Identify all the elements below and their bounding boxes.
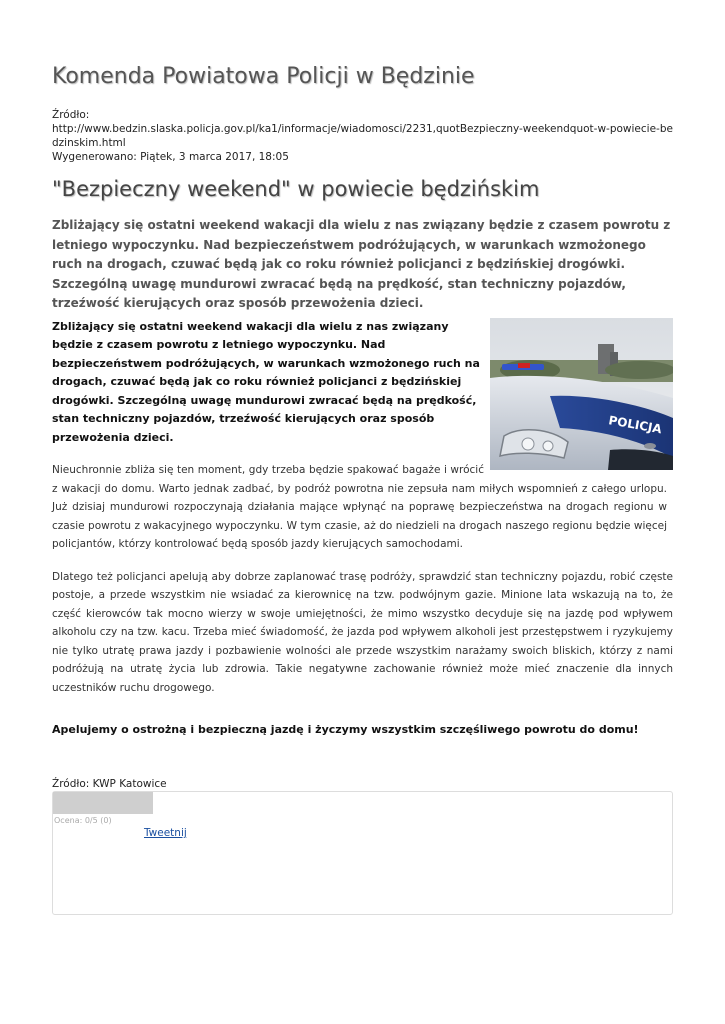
article-lead: Zbliżający się ostatni weekend wakacji dla wielu z nas związany będzie z czasem powrotu z letniego wypoczynku. Nad bezpieczeństwem podróżujących, w warunkach wzmożonego ruch na drogach, czuwać będą jak co roku również policjanci z będzińskiej drogówki. Szczególną uwagę mundurowi zwracać będą na prędkość, stan techniczny pojazdów, trzeźwość kierujących oraz sposób przewożenia dzieci. xyxy=(52,218,671,310)
article-body xyxy=(52,318,673,794)
tweet-link[interactable]: Tweetnij xyxy=(144,827,187,839)
paragraph-1: Nieuchronnie zbliża się ten moment, gdy trzeba będzie spakować bagaże i wrócić z wakacji do domu. Warto jednak zadbać, by podróż powrotna nie zepsuła nam miłych wspomnień z całego urlopu. Już dzisiaj mundurowi rozpoczynają działania mające wpłynąć na poprawę bezpieczeństwa na drogach regionu w czasie powrotu z wakacyjnego wypoczynku. W tym czasie, aż do niedzieli na drogach naszego regionu będzie więcej policjantów, którzy kontrolować będą sposób jazdy kierujących samochodami. xyxy=(52,464,667,550)
generated-date: Wygenerowano: Piątek, 3 marca 2017, 18:05 xyxy=(52,151,289,163)
paragraph-2: Dlatego też policjanci apelują aby dobrze zaplanować trasę podróży, sprawdzić stan techniczny pojazdu, robić częste postoje, a przede wszystkim nie wsiadać za kierownicę na tzw. podwójnym gazie. Minione lata wskazują na to, że część kierowców tak mocno wierzy w swoje umiejętności, że mimo wszystko decyduje się na jazdę pod wpływem alkoholu czy na tzw. kacu. Trzeba mieć świadomość, że jazda pod wpływem alkoholi jest przestępstwem i ryzykujemy nie tylko utratę prawa jazdy i pozbawienie wolności ale przede wszystkim narażamy swoich bliskich, którzy z nami podróżują na utratę życia lub zdrowia. Takie negatywne zachowanie również może mieć znaczenie dla innych uczestników ruchu drogowego. xyxy=(52,570,673,694)
source-url: http://www.bedzin.slaska.policja.gov.pl/ka1/informacje/wiadomosci/2231,quotBezpieczny-weekendquot-w-powiecie-bedzinskim.html xyxy=(52,123,673,149)
police-car-image xyxy=(490,318,673,470)
bold-paragraph: Zbliżający się ostatni weekend wakacji dla wielu z nas związany będzie z czasem powrotu z letniego wypoczynku. Nad bezpieczeństwem podróżujących, w warunkach wzmożonego ruch na drogach, czuwać będą jak co roku również policjanci z będzińskiej drogówki. Szczególną uwagę mundurowi zwracać będą na prędkość, stan techniczny pojazdów, trzeźwość kierujących oraz sposób przewożenia dzieci. xyxy=(52,319,480,444)
rating-box xyxy=(52,791,673,915)
article-title: "Bezpieczny weekend" w powiecie będzińskim xyxy=(52,177,540,201)
meta-info xyxy=(52,108,673,164)
car-text: POLICJA xyxy=(607,412,663,436)
rating-label: Ocena: 0/5 (0) xyxy=(54,816,112,825)
page-content xyxy=(52,60,673,793)
site-title: Komenda Powiatowa Policji w Będzinie xyxy=(52,64,475,89)
appeal-text: Apelujemy o ostrożną i bezpieczną jazdę i życzymy wszystkim szczęśliwego powrotu do domu! xyxy=(52,723,639,736)
rating-stars-bar[interactable] xyxy=(53,792,153,814)
article-source: Źródło: KWP Katowice xyxy=(52,778,167,790)
police-car-photo xyxy=(490,318,673,470)
source-label: Źródło: xyxy=(52,109,90,121)
